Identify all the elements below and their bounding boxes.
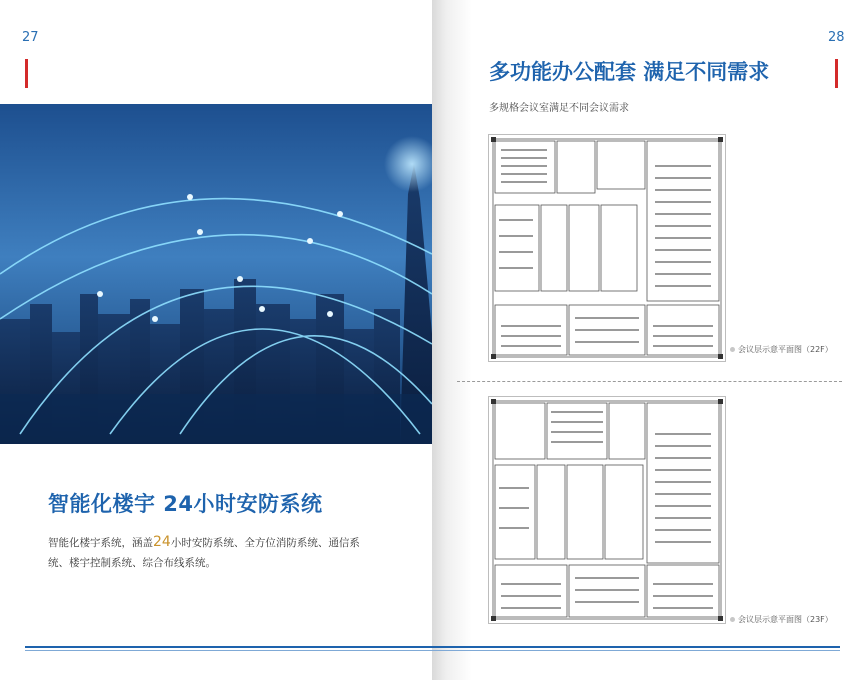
caption-dot-icon <box>730 347 735 352</box>
page-number-right: 28 <box>828 30 845 45</box>
left-page <box>0 0 432 680</box>
red-marker-right <box>835 59 838 88</box>
body-highlight-24: 24 <box>153 534 171 550</box>
footer-rule <box>25 646 840 648</box>
red-marker-left <box>25 59 28 88</box>
left-heading: 智能化楼宇 24小时安防系统 <box>48 492 323 516</box>
page-number-left: 27 <box>22 30 39 45</box>
floor-plan-22f <box>488 134 726 362</box>
footer-rule-thin <box>25 650 840 651</box>
right-page <box>432 0 865 680</box>
city-network-illustration <box>0 104 432 444</box>
body-text-end: 小时安防系统、全方位消防系统、通信系统、楼宇控制系统、综合布线系统。 <box>48 537 360 569</box>
right-subtitle: 多规格会议室满足不同会议需求 <box>489 103 629 114</box>
smart-city-photo <box>0 104 432 444</box>
plan-22f-caption <box>730 344 833 355</box>
plan-23f-caption <box>730 614 833 625</box>
caption-dot-icon <box>730 617 735 622</box>
plan-divider <box>457 381 842 382</box>
floor-plan-23f-drawing <box>489 397 725 623</box>
floor-plan-22f-drawing <box>489 135 725 361</box>
left-body-text <box>48 532 368 573</box>
body-text-start: 智能化楼宇系统，涵盖 <box>48 537 153 549</box>
plan-22f-caption-text: 会议层示意平面图（22F） <box>738 345 833 354</box>
right-heading: 多功能办公配套 满足不同需求 <box>489 60 770 84</box>
floor-plan-23f <box>488 396 726 624</box>
plan-23f-caption-text: 会议层示意平面图（23F） <box>738 615 833 624</box>
